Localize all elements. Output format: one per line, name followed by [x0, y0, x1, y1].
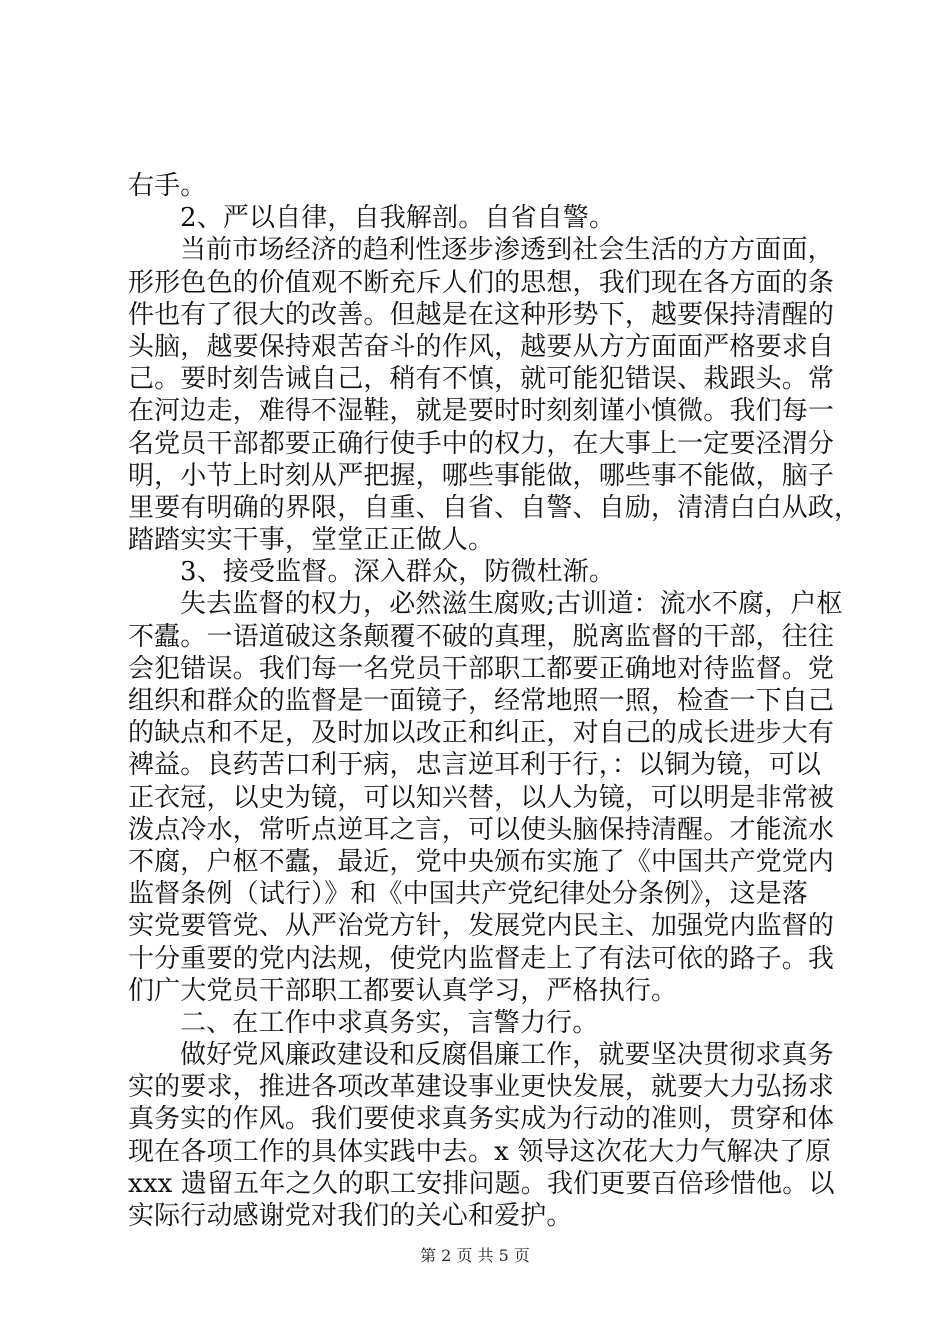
- text-line: 真务实的作风。我们要使求真务实成为行动的准则，贯穿和体: [128, 1104, 835, 1135]
- paragraph-start-line: 当前市场经济的趋利性逐步渗透到社会生活的方方面面，: [180, 235, 834, 266]
- text-line: 在河边走，难得不湿鞋，就是要时时刻刻谨小慎微。我们每一: [128, 396, 835, 427]
- text-line: 实的要求，推进各项改革建设事业更快发展，就要大力弘扬求: [128, 1072, 835, 1103]
- text-line: 十分重要的党内法规，使党内监督走上了有法可依的路子。我: [128, 943, 835, 974]
- text-line: 形形色色的价值观不断充斥人们的思想，我们现在各方面的条: [128, 267, 835, 298]
- text-line: 的缺点和不足，及时加以改正和纠正，对自己的成长进步大有: [128, 718, 835, 749]
- document-body: [128, 170, 861, 1232]
- text-line: 踏踏实实干事，堂堂正正做人。: [128, 525, 495, 556]
- text-line: xxx 遗留五年之久的职工安排问题。我们更要百倍珍惜他。以: [128, 1168, 835, 1199]
- section-heading: 二、在工作中求真务实，言警力行。: [180, 1007, 599, 1038]
- text-line: 会犯错误。我们每一名党员干部职工都要正确地对待监督。党: [128, 653, 835, 684]
- text-line: 实际行动感谢党对我们的关心和爱护。: [128, 1201, 573, 1231]
- text-line: 明，小节上时刻从严把握，哪些事能做，哪些事不能做，脑子: [128, 460, 835, 491]
- text-line: 头脑，越要保持艰苦奋斗的作风，越要从方方面面严格要求自: [128, 331, 835, 362]
- text-line: 里要有明确的界限，自重、自省、自警、自励，清清白白从政，: [128, 492, 861, 523]
- text-line: 己。要时刻告诫自己，稍有不慎，就可能犯错误、栽跟头。常: [128, 364, 835, 395]
- text-line: 名党员干部都要正确行使手中的权力，在大事上一定要泾渭分: [128, 428, 835, 459]
- text-line: 组织和群众的监督是一面镜子，经常地照一照，检查一下自己: [128, 686, 835, 716]
- text-line: 泼点冷水，常听点逆耳之言，可以使头脑保持清醒。才能流水: [128, 814, 835, 845]
- text-line: 裨益。良药苦口利于病，忠言逆耳利于行，：以铜为镜，可以: [128, 750, 822, 781]
- text-line: 实党要管党、从严治党方针，发展党内民主、加强党内监督的: [128, 911, 835, 942]
- section-heading: 2、严以自律，自我解剖。自省自警。: [180, 203, 616, 234]
- page-number-footer: 第 2 页 共 5 页: [420, 1246, 530, 1265]
- text-line: 们广大党员干部职工都要认真学习，严格执行。: [128, 975, 678, 1006]
- text-line: 右手。: [128, 171, 207, 201]
- paragraph-start-line: 做好党风廉政建设和反腐倡廉工作，就要坚决贯彻求真务: [180, 1040, 834, 1071]
- paragraph-start-line: 失去监督的权力，必然滋生腐败;古训道：流水不腐，户枢: [180, 589, 843, 620]
- text-line: 正衣冠，以史为镜，可以知兴替，以人为镜，可以明是非常被: [128, 782, 835, 813]
- section-heading: 3、接受监督。深入群众，防微杜渐。: [180, 557, 616, 588]
- text-line: 监督条例（试行）》和《中国共产党纪律处分条例》，这是落: [128, 879, 809, 910]
- text-line: 现在各项工作的具体实践中去。x 领导这次花大力气解决了原: [128, 1136, 832, 1167]
- text-line: 不腐，户枢不蠹，最近，党中央颁布实施了《中国共产党党内: [128, 846, 835, 877]
- text-line: 件也有了很大的改善。但越是在这种形势下，越要保持清醒的: [128, 299, 835, 330]
- text-line: 不蠹。一语道破这条颠覆不破的真理，脱离监督的干部，往往: [128, 621, 835, 652]
